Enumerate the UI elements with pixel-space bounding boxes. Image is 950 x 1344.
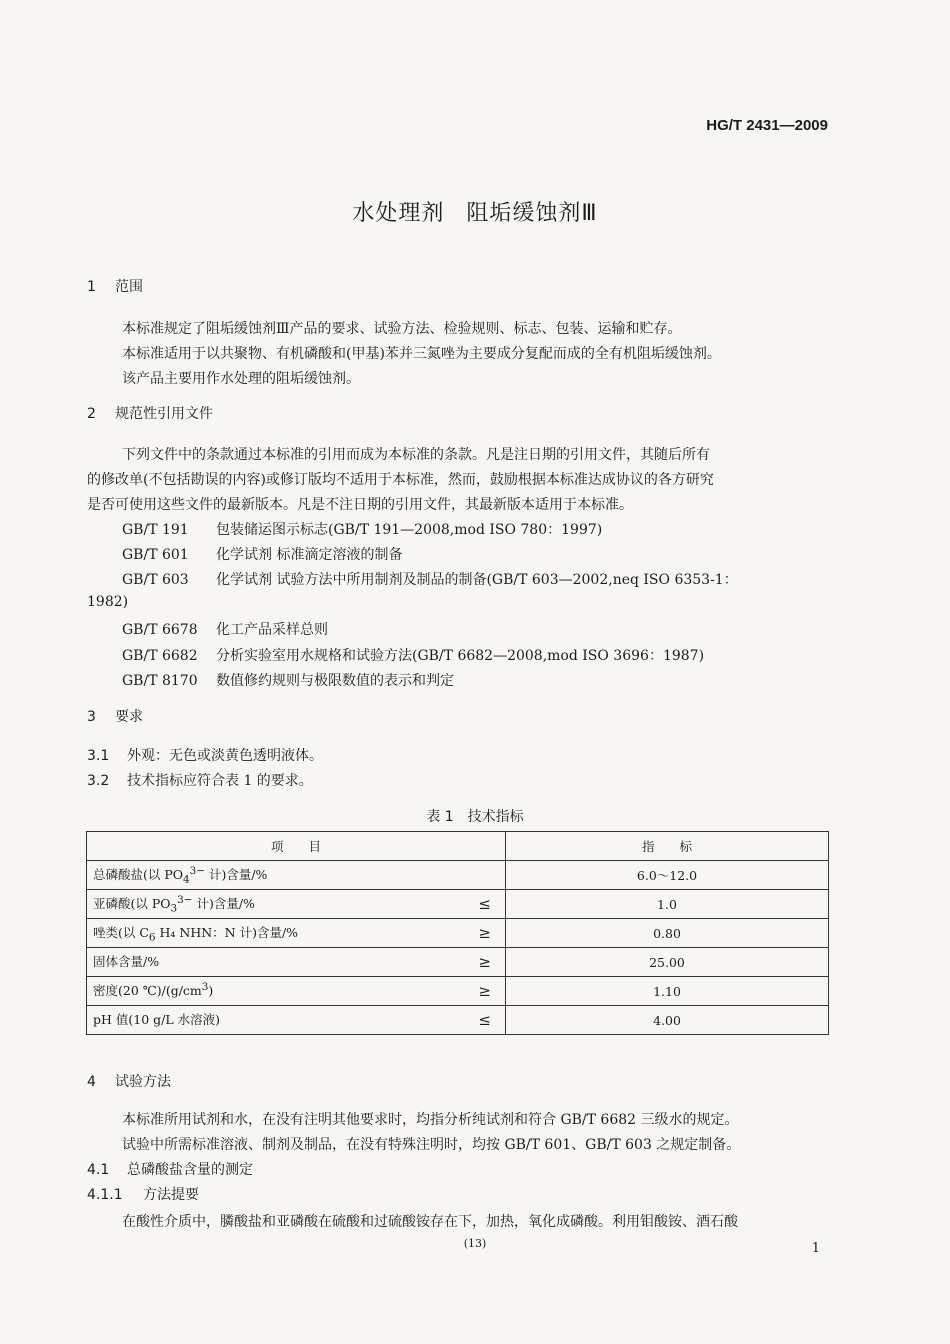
item-text: pH 值(10 g/L 水溶液) (93, 1011, 220, 1027)
section-2-para-line-2: 的修改单(不包括勘误的内容)或修订版均不适用于本标准，然而，鼓励根据本标准达成协议的各方研究 (87, 472, 714, 488)
reference-code: GB/T 8170 (122, 673, 198, 689)
section-2-para-line-1: 下列文件中的条款通过本标准的引用而成为本标准的条款。凡是注日期的引用文件，其随后所有 (122, 447, 710, 463)
reference-continuation: 1982) (87, 594, 129, 610)
reference-title: 化学试剂 试验方法中所用制剂及制品的制备(GB/T 603—2002,neq ISO 6353-1： (216, 572, 738, 588)
reference-code: GB/T 191 (122, 522, 189, 538)
column-header-value: 指 标 (506, 832, 829, 861)
row-item (87, 1006, 506, 1035)
reference-title: 包装储运图示标志(GB/T 191—2008,mod ISO 780：1997) (216, 522, 603, 538)
section-1-para-1: 本标准规定了阻垢缓蚀剂Ⅲ产品的要求、试验方法、检验规则、标志、包装、运输和贮存。 (122, 321, 682, 337)
title-part-1: 水处理剂 (352, 201, 445, 226)
clause-number: 4.1 (87, 1162, 110, 1178)
clause-number: 3.1 (87, 748, 110, 764)
section-1-para-2: 本标准适用于以共聚物、有机磷酸和(甲基)苯并三氮唑为主要成分复配而成的全有机阻垢缓蚀剂。 (122, 346, 721, 362)
row-value: 25.00 (506, 948, 829, 977)
reference-item (122, 544, 402, 564)
section-4-para-1: 本标准所用试剂和水，在没有注明其他要求时，均指分析纯试剂和符合 GB/T 6682 三级水的规定。 (122, 1112, 739, 1128)
clause-number: 4.1.1 (87, 1187, 123, 1203)
section-number: 4 (87, 1074, 96, 1090)
table-row (87, 919, 829, 948)
clause-number: 3.2 (87, 773, 110, 789)
standard-number: HG/T 2431—2009 (706, 117, 828, 134)
table-row (87, 977, 829, 1006)
row-item (87, 890, 506, 919)
row-value: 4.00 (506, 1006, 829, 1035)
section-4-heading (87, 1071, 171, 1091)
clause-3-2 (87, 770, 313, 790)
item-text: 总磷酸盐(以 PO (93, 866, 184, 882)
table-header-row (87, 832, 829, 861)
reference-title: 数值修约规则与极限数值的表示和判定 (216, 673, 454, 689)
clause-4-1-heading (87, 1159, 253, 1179)
reference-item (122, 519, 602, 539)
reference-item (122, 645, 704, 665)
table-row (87, 1006, 829, 1035)
item-text: 计)含量/% (204, 866, 268, 882)
row-item (87, 948, 506, 977)
document-title (0, 196, 950, 227)
clause-4-1-1-heading (87, 1184, 199, 1204)
reference-title: 分析实验室用水规格和试验方法(GB/T 6682—2008,mod ISO 3696：1987) (216, 648, 705, 664)
item-text: 固体含量/% (93, 953, 160, 969)
clause-3-1 (87, 745, 323, 765)
section-number: 2 (87, 406, 96, 422)
section-4-para-2: 试验中所需标准溶液、制剂及制品，在没有特殊注明时，均按 GB/T 601、GB/T 603 之规定制备。 (122, 1137, 741, 1153)
technical-spec-table (86, 831, 829, 1035)
item-text: 密度(20 ℃)/(g/cm (93, 982, 202, 998)
limit-symbol: ≥ (478, 953, 491, 971)
section-3-heading (87, 706, 143, 726)
row-item (87, 977, 506, 1006)
row-value: 1.0 (506, 890, 829, 919)
limit-symbol: ≥ (478, 924, 491, 942)
item-text: H₄ NHN：N 计)含量/% (155, 924, 299, 940)
page-mark: (13) (463, 1237, 487, 1250)
item-text: ) (208, 982, 214, 998)
column-header-item: 项 目 (87, 832, 506, 861)
section-title: 要求 (115, 709, 143, 725)
clause-title: 总磷酸盐含量的测定 (127, 1162, 253, 1178)
section-number: 1 (87, 279, 96, 295)
title-part-2: 阻垢缓蚀剂Ⅲ (466, 201, 598, 226)
clause-text: 技术指标应符合表 1 的要求。 (127, 773, 313, 789)
row-item (87, 919, 506, 948)
row-item (87, 861, 506, 890)
reference-title: 化学试剂 标准滴定溶液的制备 (216, 547, 403, 563)
section-title: 试验方法 (115, 1074, 171, 1090)
reference-item (122, 670, 454, 690)
table-caption: 表 1 技术指标 (426, 809, 524, 825)
item-superscript: 3− (177, 893, 193, 906)
reference-title: 化工产品采样总则 (216, 622, 328, 638)
item-superscript: 3− (189, 864, 205, 877)
section-2-heading (87, 403, 213, 423)
item-superscript: 3 (201, 980, 209, 993)
section-title: 规范性引用文件 (115, 406, 213, 422)
row-value: 0.80 (506, 919, 829, 948)
reference-item (122, 619, 328, 639)
item-text: 计)含量/% (192, 895, 255, 911)
section-1-para-3: 该产品主要用作水处理的阻垢缓蚀剂。 (122, 371, 360, 387)
limit-symbol: ≤ (478, 895, 491, 913)
section-title: 范围 (115, 279, 143, 295)
item-text: 唑类(以 C (93, 924, 149, 940)
table-row (87, 861, 829, 890)
section-1-heading (87, 276, 143, 296)
item-subscript: 3 (170, 902, 178, 915)
item-subscript: 4 (183, 873, 190, 886)
clause-title: 方法提要 (143, 1187, 199, 1203)
table-row (87, 890, 829, 919)
reference-code: GB/T 6678 (122, 622, 198, 638)
section-number: 3 (87, 709, 96, 725)
page-number: 1 (811, 1241, 820, 1256)
item-subscript: 6 (148, 931, 156, 944)
reference-item (122, 569, 738, 589)
row-value: 6.0～12.0 (506, 861, 829, 890)
limit-symbol: ≤ (478, 1011, 491, 1029)
section-2-para-line-3: 是否可使用这些文件的最新版本。凡是不注日期的引用文件，其最新版本适用于本标准。 (87, 497, 633, 513)
reference-code: GB/T 601 (122, 547, 189, 563)
item-text: 亚磷酸(以 PO (93, 895, 171, 911)
reference-code: GB/T 6682 (122, 648, 198, 664)
table-row (87, 948, 829, 977)
row-value: 1.10 (506, 977, 829, 1006)
reference-code: GB/T 603 (122, 572, 189, 588)
clause-text: 外观：无色或淡黄色透明液体。 (127, 748, 323, 764)
section-4-para-3: 在酸性介质中，膦酸盐和亚磷酸在硫酸和过硫酸铵存在下，加热，氧化成磷酸。利用钼酸铵、酒石酸 (122, 1214, 738, 1230)
limit-symbol: ≥ (478, 982, 491, 1000)
